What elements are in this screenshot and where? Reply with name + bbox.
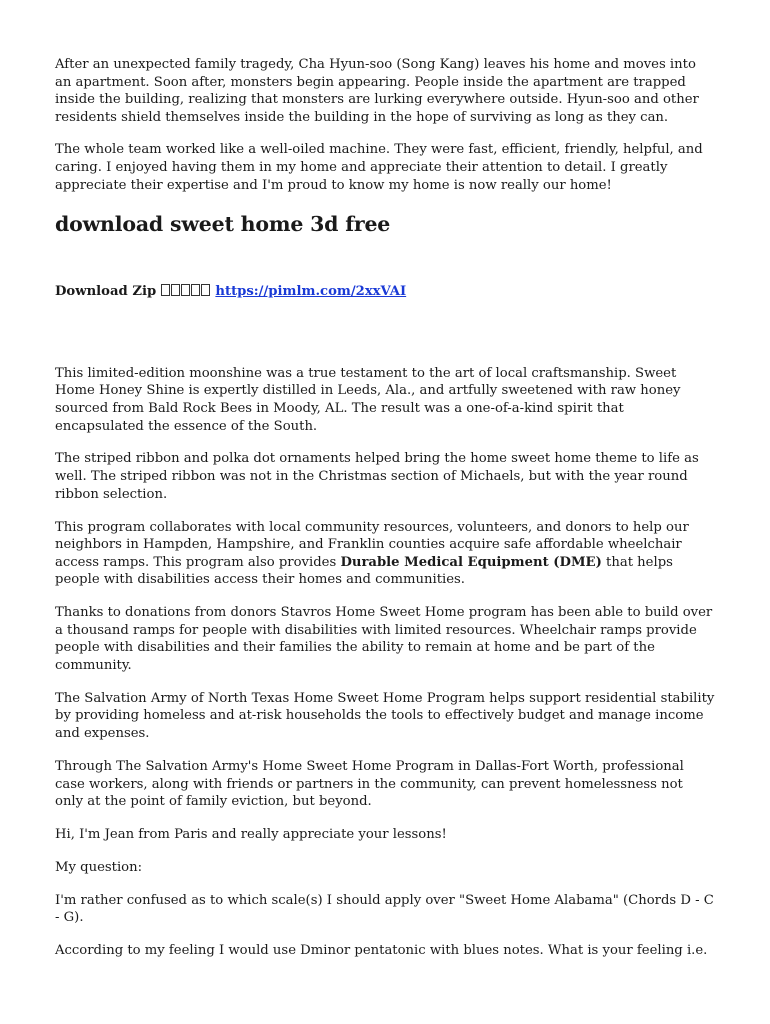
- missing-glyph-icon: [181, 284, 190, 296]
- missing-glyph-icon: [171, 284, 180, 296]
- paragraph-question: I'm rather confused as to which scale(s) I should apply over "Sweet Home Alabama" (Chords D - C - G).: [55, 892, 714, 926]
- download-line: [55, 283, 715, 301]
- page-heading: download sweet home 3d free: [55, 212, 391, 237]
- paragraph-salvation-army-dfw: Through The Salvation Army's Home Sweet Home Program in Dallas-Fort Worth, professional case workers, along with friends or partners in the community, can prevent homelessness not only at the point of family eviction, but beyond.: [55, 758, 684, 810]
- paragraph-salvation-army-north-texas: The Salvation Army of North Texas Home Sweet Home Program helps support residential stability by providing homeless and at-risk households the tools to effectively budget and manage income and expenses.: [55, 690, 715, 742]
- paragraph-donations: Thanks to donations from donors Stavros Home Sweet Home program has been able to build over a thousand ramps for people with disabilities with limited resources. Wheelchair ramps provide people with disabilities and their families the ability to remain at home and be part of the community.: [55, 605, 713, 673]
- body-section: [55, 365, 715, 960]
- paragraph-feeling: According to my feeling I would use Dminor pentatonic with blues notes. What is your feeling i.e.: [55, 943, 708, 959]
- missing-glyph-icon: [201, 284, 210, 296]
- intro-paragraph-2: The whole team worked like a well-oiled machine. They were fast, efficient, friendly, helpful, and caring. I enjoyed having them in my home and appreciate their attention to detail. I greatly appreciate their expertise and I'm proud to know my home is now really our home!: [55, 142, 703, 193]
- paragraph-moonshine: This limited-edition moonshine was a true testament to the art of local craftsmanship. Sweet Home Honey Shine is expertly distilled in Leeds, Ala., and artfully sweetened with raw honey sourced from Bald Rock Bees in Moody, AL. The result was a one-of-a-kind spirit that encapsulated the essence of the South.: [55, 365, 681, 434]
- program-text-before: This program collaborates with local community resources, volunteers, and donors to help our neighbors in Hampden, Hampshire, and Franklin counties acquire safe affordable wheelchair access ramps. This program also provides: [55, 519, 689, 570]
- missing-glyph-icon: [191, 284, 200, 296]
- missing-glyph-icon: [161, 284, 170, 296]
- missing-glyph-boxes: [161, 284, 216, 299]
- paragraph-greeting: Hi, I'm Jean from Paris and really appreciate your lessons!: [55, 827, 447, 842]
- intro-paragraph-1: After an unexpected family tragedy, Cha Hyun-soo (Song Kang) leaves his home and moves into an apartment. Soon after, monsters begin appearing. People inside the apartment are trapped inside the building, realizing that monsters are lurking everywhere outside. Hyun-soo and other residents shield themselves inside the building in the hope of surviving as long as they can.: [55, 57, 699, 125]
- program-text-after: that helps people with disabilities access their homes and communities.: [55, 554, 673, 588]
- program-bold-text: Durable Medical Equipment (DME): [340, 554, 602, 570]
- download-label: Download Zip: [55, 284, 157, 300]
- paragraph-program: [55, 519, 715, 589]
- document-page: [55, 56, 715, 975]
- paragraph-ribbon: The striped ribbon and polka dot ornaments helped bring the home sweet home theme to life as well. The striped ribbon was not in the Christmas section of Michaels, but with the year round ribbon selection.: [55, 451, 699, 502]
- paragraph-question-label: My question:: [55, 859, 143, 875]
- download-link[interactable]: https://pimlm.com/2xxVAI: [215, 284, 407, 300]
